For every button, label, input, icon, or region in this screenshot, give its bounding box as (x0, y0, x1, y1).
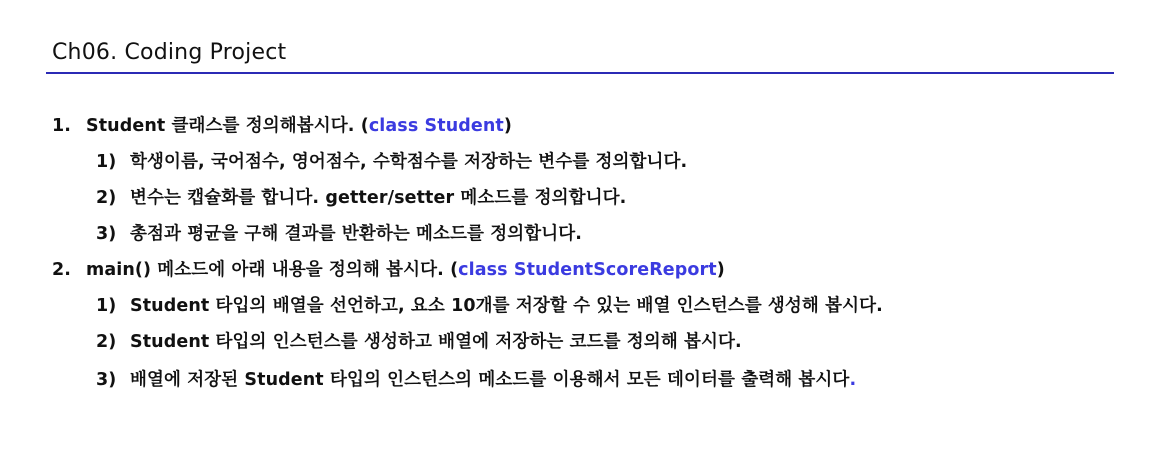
sub-item-2-3 (96, 366, 856, 391)
sub-item-text: 배열에 저장된 Student 타입의 인스턴스의 메소드를 이용해서 모든 데이터를 출력해 봅시다 (130, 370, 850, 390)
sub-item-number: 2) (96, 332, 117, 352)
sub-item-number: 2) (96, 188, 117, 208)
sub-item-number: 3) (96, 224, 117, 244)
sub-item-number: 3) (96, 370, 117, 390)
class-name-highlight: class Student (368, 116, 504, 136)
sub-item-1-2 (96, 184, 626, 209)
class-name-highlight: class StudentScoreReport (458, 260, 717, 280)
sub-item-1-3 (96, 220, 582, 245)
close-paren: ) (503, 116, 512, 136)
list-item-text: Student 클래스를 정의해봅시다. ( (86, 116, 369, 136)
close-paren: ) (716, 260, 725, 280)
trailing-period: . (849, 370, 857, 390)
list-item-number: 2. (52, 260, 72, 280)
sub-item-2-1 (96, 292, 883, 317)
list-item-text: main() 메소드에 아래 내용을 정의해 봅시다. ( (86, 260, 459, 280)
sub-item-text: Student 타입의 배열을 선언하고, 요소 10개를 저장할 수 있는 배열 인스턴스를 생성해 봅시다. (130, 296, 883, 316)
sub-item-text: 총점과 평균을 구해 결과를 반환하는 메소드를 정의합니다. (130, 224, 583, 244)
list-item-1 (52, 112, 512, 137)
sub-item-1-1 (96, 148, 687, 173)
sub-item-text: 변수는 캡슐화를 합니다. getter/setter 메소드를 정의합니다. (130, 188, 627, 208)
list-item-number: 1. (52, 116, 72, 136)
page-title: Ch06. Coding Project (52, 40, 287, 65)
title-underline (46, 72, 1114, 74)
sub-item-text: 학생이름, 국어점수, 영어점수, 수학점수를 저장하는 변수를 정의합니다. (130, 152, 688, 172)
list-item-2 (52, 256, 725, 281)
sub-item-number: 1) (96, 296, 117, 316)
sub-item-2-2 (96, 328, 742, 353)
sub-item-text: Student 타입의 인스턴스를 생성하고 배열에 저장하는 코드를 정의해 봅시다. (130, 332, 742, 352)
sub-item-number: 1) (96, 152, 117, 172)
